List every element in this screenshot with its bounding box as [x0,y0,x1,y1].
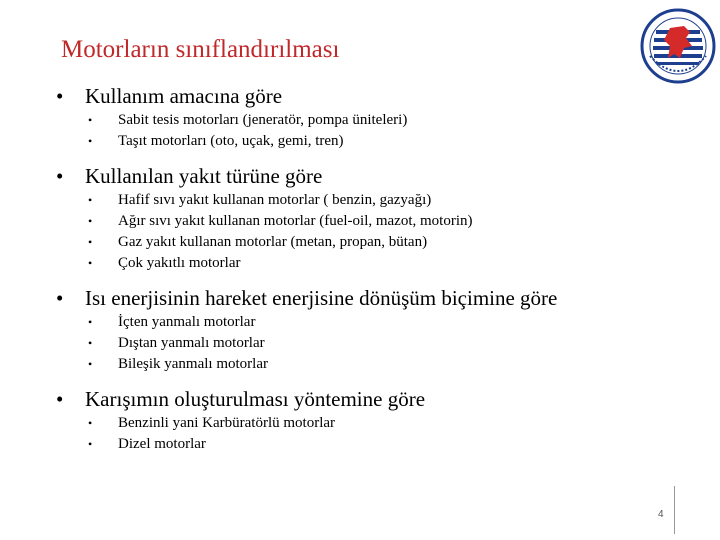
list-item [56,434,696,455]
bullet-marker: • [88,315,93,329]
list-item [56,333,696,354]
list-item-text: Gaz yakıt kullanan motorlar (metan, propan, bütan) [118,234,428,250]
list-item [56,131,696,152]
list-item-text: Sabit tesis motorları (jeneratör, pompa üniteleri) [118,112,408,128]
section-heading [56,385,696,413]
bullet-marker: • [88,193,93,207]
bullet-marker: • [56,164,64,188]
bullet-list [56,82,696,465]
bullet-marker: • [88,336,93,350]
sub-list [56,312,696,375]
section-heading [56,162,696,190]
list-item [56,232,696,253]
bullet-marker: • [56,387,64,411]
list-item [56,312,696,333]
section-heading-text: Kullanım amacına göre [85,84,283,108]
list-item [56,190,696,211]
bullet-marker: • [56,84,64,108]
page-number: 4 [658,509,664,520]
list-item [56,354,696,375]
list-item-text: Hafif sıvı yakıt kullanan motorlar ( benzin, gazyağı) [118,192,432,208]
bullet-marker: • [88,235,93,249]
university-emblem-icon [640,8,716,84]
bullet-marker: • [88,256,93,270]
list-item-text: Dizel motorlar [118,436,206,452]
section-heading-text: Kullanılan yakıt türüne göre [85,164,323,188]
list-item-text: Taşıt motorları (oto, uçak, gemi, tren) [118,133,344,149]
section-heading-text: Karışımın oluşturulması yöntemine göre [85,387,426,411]
bullet-marker: • [88,416,93,430]
sub-list [56,413,696,455]
bullet-marker: • [88,357,93,371]
section-heading [56,284,696,312]
bullet-marker: • [88,113,93,127]
list-item-text: Benzinli yani Karbüratörlü motorlar [118,415,336,431]
section-heading [56,82,696,110]
list-item-text: Bileşik yanmalı motorlar [118,356,268,372]
sub-list [56,190,696,274]
list-item [56,211,696,232]
list-item-text: İçten yanmalı motorlar [118,314,256,330]
bullet-marker: • [88,437,93,451]
bullet-marker: • [56,286,64,310]
list-item [56,413,696,434]
sub-list [56,110,696,152]
list-item [56,253,696,274]
list-item-text: Çok yakıtlı motorlar [118,255,241,271]
section-heading-text: Isı enerjisinin hareket enerjisine dönüşüm biçimine göre [85,286,558,310]
list-item-text: Dıştan yanmalı motorlar [118,335,265,351]
slide-title: Motorların sınıflandırılması [61,36,340,63]
bullet-marker: • [88,134,93,148]
footer-divider [674,486,675,534]
list-item-text: Ağır sıvı yakıt kullanan motorlar (fuel-oil, mazot, motorin) [118,213,473,229]
bullet-marker: • [88,214,93,228]
list-item [56,110,696,131]
